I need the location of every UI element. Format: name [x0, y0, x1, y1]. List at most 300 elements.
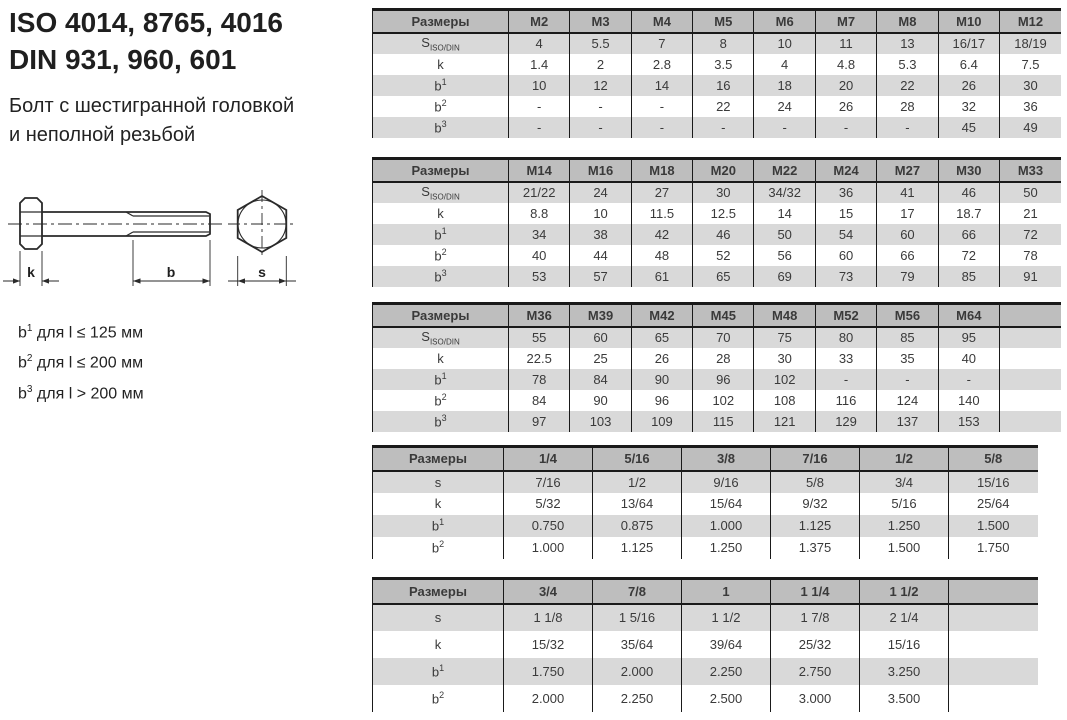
size-column-header: 3/8 [682, 447, 771, 471]
din-standards-line: DIN 931, 960, 601 [9, 44, 237, 75]
size-column-header: 7/16 [771, 447, 860, 471]
row-label: s [373, 471, 504, 493]
dimension-value-cell: 46 [693, 224, 754, 245]
row-label: $b^2$ [373, 685, 504, 712]
dimension-value-cell [999, 348, 1061, 369]
dimension-value-cell: 109 [631, 411, 692, 432]
dimension-value-cell: - [877, 117, 938, 138]
note-superscript: 2 [26, 353, 33, 365]
dimension-value-cell: 30 [754, 348, 815, 369]
dimension-value-cell: 69 [754, 266, 815, 287]
dimension-value-cell: 2.8 [631, 54, 692, 75]
dimension-value-cell: 11 [815, 33, 876, 54]
dimension-value-cell: 26 [938, 75, 999, 96]
row-label: $b^1$ [373, 658, 504, 685]
dimension-value-cell: 13 [877, 33, 938, 54]
dimension-value-cell: 26 [815, 96, 876, 117]
size-column-header: M20 [693, 159, 754, 182]
dimension-value-cell: 60 [815, 245, 876, 266]
dimension-value-cell: 44 [570, 245, 631, 266]
size-column-header: M27 [877, 159, 938, 182]
table-row [373, 685, 1038, 712]
dimension-value-cell [949, 631, 1038, 658]
header-row [373, 304, 1062, 327]
dimension-value-cell: 7.5 [999, 54, 1061, 75]
dimension-value-cell: 1.375 [771, 537, 860, 559]
dimension-value-cell: 2.000 [593, 658, 682, 685]
size-column-header: 7/8 [593, 579, 682, 604]
dimension-value-cell: 39/64 [682, 631, 771, 658]
dimension-value-cell: 46 [938, 182, 999, 203]
dimension-value-cell: 2.250 [682, 658, 771, 685]
size-column-header: M2 [508, 10, 569, 33]
dimension-value-cell: 4 [508, 33, 569, 54]
dimension-value-cell: 2.250 [593, 685, 682, 712]
table-imperial-small [372, 445, 1038, 559]
b-arrow-left [133, 278, 141, 283]
dimension-value-cell: - [815, 117, 876, 138]
table-row [373, 631, 1038, 658]
dimension-value-cell: 0.875 [593, 515, 682, 537]
size-column-header: M24 [815, 159, 876, 182]
dimension-value-cell: 56 [754, 245, 815, 266]
dimension-value-cell: - [754, 117, 815, 138]
dimension-value-cell: 60 [877, 224, 938, 245]
dimension-value-cell: 85 [877, 327, 938, 348]
dimension-value-cell: 50 [754, 224, 815, 245]
size-column-header: M45 [693, 304, 754, 327]
s-arrow-left [238, 278, 245, 283]
dimension-value-cell: 5/8 [771, 471, 860, 493]
spec-table [372, 302, 1061, 432]
dimension-value-cell: 73 [815, 266, 876, 287]
dimension-value-cell: 78 [508, 369, 569, 390]
dimension-value-cell: 18.7 [938, 203, 999, 224]
size-column-header: M14 [508, 159, 569, 182]
size-column-header: M3 [570, 10, 631, 33]
dimension-value-cell: 102 [693, 390, 754, 411]
dimension-value-cell: 4 [754, 54, 815, 75]
dimension-value-cell: 79 [877, 266, 938, 287]
dimension-value-cell: 121 [754, 411, 815, 432]
size-column-header: M52 [815, 304, 876, 327]
dimension-value-cell: 2 1/4 [860, 604, 949, 631]
dimension-value-cell: 137 [877, 411, 938, 432]
thread-length-notes [18, 316, 144, 407]
dimension-value-cell: 70 [693, 327, 754, 348]
dimension-value-cell: 38 [570, 224, 631, 245]
dimension-value-cell: - [631, 96, 692, 117]
dimension-value-cell: 7/16 [504, 471, 593, 493]
row-label: s [373, 604, 504, 631]
dimension-value-cell: 12.5 [693, 203, 754, 224]
k-dimension-label: k [27, 264, 35, 280]
dimension-value-cell [949, 685, 1038, 712]
table-row [373, 327, 1062, 348]
dimension-value-cell: 115 [693, 411, 754, 432]
table-row [373, 390, 1062, 411]
row-label: k [373, 493, 504, 515]
dimension-value-cell: 22 [693, 96, 754, 117]
note-text: для l > 200 мм [32, 384, 144, 402]
dimension-value-cell: 54 [815, 224, 876, 245]
dimension-value-cell: 18/19 [999, 33, 1061, 54]
bolt-technical-drawing [0, 183, 345, 318]
dimension-value-cell: 30 [999, 75, 1061, 96]
spec-table [372, 445, 1038, 559]
spec-table [372, 157, 1061, 287]
dimension-value-cell: 90 [570, 390, 631, 411]
dimension-value-cell: 15/16 [860, 631, 949, 658]
dimension-value-cell: 96 [631, 390, 692, 411]
dimension-value-cell: 0.750 [504, 515, 593, 537]
dimension-value-cell [999, 411, 1061, 432]
sizes-corner-header: Размеры [373, 579, 504, 604]
dimension-value-cell: 15 [815, 203, 876, 224]
dimension-value-cell: 1.500 [949, 515, 1038, 537]
dimension-value-cell: 11.5 [631, 203, 692, 224]
dimension-value-cell: 3/4 [860, 471, 949, 493]
dimension-value-cell: 10 [754, 33, 815, 54]
dimension-value-cell: 1 5/16 [593, 604, 682, 631]
dimension-value-cell: 1 1/8 [504, 604, 593, 631]
size-column-header: 1 [682, 579, 771, 604]
size-column-header: M36 [508, 304, 569, 327]
dimension-value-cell: 14 [754, 203, 815, 224]
dimension-value-cell: 3.5 [693, 54, 754, 75]
dimension-value-cell: 3.000 [771, 685, 860, 712]
dimension-value-cell: 80 [815, 327, 876, 348]
dimension-value-cell: 90 [631, 369, 692, 390]
size-column-header: 3/4 [504, 579, 593, 604]
note-superscript: 1 [26, 323, 33, 334]
dimension-value-cell: 9/32 [771, 493, 860, 515]
table-row [373, 182, 1062, 203]
dimension-value-cell: 53 [508, 266, 569, 287]
dimension-value-cell: 1.4 [508, 54, 569, 75]
table-row [373, 33, 1062, 54]
size-column-header: M56 [877, 304, 938, 327]
spec-table [372, 577, 1038, 712]
product-description [9, 92, 294, 150]
table-row [373, 658, 1038, 685]
dimension-value-cell [999, 327, 1061, 348]
size-column-header: M5 [693, 10, 754, 33]
dimension-value-cell: 36 [815, 182, 876, 203]
dimension-value-cell: 7 [631, 33, 692, 54]
dimension-value-cell: 35 [877, 348, 938, 369]
dimension-value-cell: 30 [693, 182, 754, 203]
table-row [373, 266, 1062, 287]
dimension-value-cell: 1.000 [682, 515, 771, 537]
dimension-value-cell: 2 [570, 54, 631, 75]
size-column-header: M12 [999, 10, 1061, 33]
dimension-value-cell: 140 [938, 390, 999, 411]
dimension-value-cell: 15/16 [949, 471, 1038, 493]
table-row [373, 411, 1062, 432]
dimension-value-cell: 61 [631, 266, 692, 287]
row-label: $b^1$ [373, 515, 504, 537]
size-column-header [949, 579, 1038, 604]
size-column-header: M16 [570, 159, 631, 182]
dimension-value-cell: 3.500 [860, 685, 949, 712]
dimension-value-cell: 72 [999, 224, 1061, 245]
dimension-value-cell: 95 [938, 327, 999, 348]
note-b1 [18, 316, 144, 346]
dimension-value-cell: - [570, 96, 631, 117]
table-row [373, 604, 1038, 631]
dimension-value-cell: 1.750 [949, 537, 1038, 559]
bolt-head-outline [20, 198, 42, 249]
dimension-value-cell: 25/64 [949, 493, 1038, 515]
dimension-value-cell: 16/17 [938, 33, 999, 54]
dimension-value-cell: 24 [570, 182, 631, 203]
row-label: k [373, 54, 509, 75]
dimension-value-cell: 108 [754, 390, 815, 411]
table-row [373, 203, 1062, 224]
table-row [373, 224, 1062, 245]
dimension-value-cell: 1 7/8 [771, 604, 860, 631]
size-column-header: M39 [570, 304, 631, 327]
size-column-header: M18 [631, 159, 692, 182]
end-view-crosshair [228, 190, 296, 258]
dimension-value-cell: 5.3 [877, 54, 938, 75]
row-label: $b^2$ [373, 96, 509, 117]
size-column-header: M22 [754, 159, 815, 182]
table-row [373, 348, 1062, 369]
row-label: $b^3$ [373, 411, 509, 432]
note-symbol: b [18, 384, 27, 402]
dimension-value-cell: - [938, 369, 999, 390]
dimension-value-cell: 16 [693, 75, 754, 96]
dimension-value-cell: - [570, 117, 631, 138]
size-column-header: 1/4 [504, 447, 593, 471]
size-column-header: M64 [938, 304, 999, 327]
dimension-value-cell: 116 [815, 390, 876, 411]
dimension-value-cell: 2.000 [504, 685, 593, 712]
table-row [373, 54, 1062, 75]
dimension-value-cell: 17 [877, 203, 938, 224]
dimension-value-cell: 25/32 [771, 631, 860, 658]
dimension-value-cell: 1.125 [593, 537, 682, 559]
header-row [373, 159, 1062, 182]
dimension-value-cell: 12 [570, 75, 631, 96]
dimension-value-cell: 13/64 [593, 493, 682, 515]
dimension-value-cell: 55 [508, 327, 569, 348]
dimension-value-cell: 124 [877, 390, 938, 411]
dimension-value-cell: 49 [999, 117, 1061, 138]
dimension-value-cell [949, 658, 1038, 685]
dimension-value-cell [999, 369, 1061, 390]
dimension-value-cell: 21/22 [508, 182, 569, 203]
dimension-value-cell: 45 [938, 117, 999, 138]
note-b2 [18, 346, 144, 376]
dimension-value-cell: 40 [508, 245, 569, 266]
dimension-value-cell: 1.250 [682, 537, 771, 559]
size-column-header: M4 [631, 10, 692, 33]
dimension-value-cell: 1.125 [771, 515, 860, 537]
size-column-header: M7 [815, 10, 876, 33]
table-imperial-large [372, 577, 1038, 712]
header-row [373, 447, 1038, 471]
dimension-value-cell: 26 [631, 348, 692, 369]
dimension-value-cell: 40 [938, 348, 999, 369]
standards-title [9, 4, 283, 78]
dimension-value-cell: 22 [877, 75, 938, 96]
dimension-value-cell: 66 [938, 224, 999, 245]
size-column-header: 5/8 [949, 447, 1038, 471]
dimension-value-cell: 153 [938, 411, 999, 432]
dimension-value-cell: 96 [693, 369, 754, 390]
row-label: $b^1$ [373, 224, 509, 245]
dimension-value-cell: 28 [693, 348, 754, 369]
dimension-value-cell: 22.5 [508, 348, 569, 369]
dimension-value-cell: 57 [570, 266, 631, 287]
dimension-value-cell: 9/16 [682, 471, 771, 493]
table-row [373, 515, 1038, 537]
size-column-header: M10 [938, 10, 999, 33]
dimension-value-cell: 91 [999, 266, 1061, 287]
dimension-value-cell: - [693, 117, 754, 138]
size-column-header: M48 [754, 304, 815, 327]
dimension-value-cell: 1/2 [593, 471, 682, 493]
dimension-value-cell: 8 [693, 33, 754, 54]
dimension-value-cell: 18 [754, 75, 815, 96]
dimension-value-cell: 25 [570, 348, 631, 369]
dimension-value-cell: - [508, 117, 569, 138]
k-arrow-left [13, 278, 20, 283]
note-symbol: b [18, 324, 27, 342]
size-column-header: 1 1/2 [860, 579, 949, 604]
header-row [373, 579, 1038, 604]
dimension-value-cell: 102 [754, 369, 815, 390]
dimension-value-cell: 21 [999, 203, 1061, 224]
row-label: k [373, 631, 504, 658]
row-label: $S_{ISO/DIN}$ [373, 33, 509, 54]
iso-standards-line: ISO 4014, 8765, 4016 [9, 7, 283, 38]
size-column-header: M6 [754, 10, 815, 33]
dimension-value-cell: 48 [631, 245, 692, 266]
dimension-value-cell: 35/64 [593, 631, 682, 658]
dimension-value-cell: 24 [754, 96, 815, 117]
row-label: $b^1$ [373, 75, 509, 96]
dimension-value-cell: 42 [631, 224, 692, 245]
dimension-value-cell: 5/32 [504, 493, 593, 515]
note-b3 [18, 377, 144, 407]
row-label: $b^1$ [373, 369, 509, 390]
table-row [373, 245, 1062, 266]
k-arrow-right [42, 278, 49, 283]
dimension-value-cell: 78 [999, 245, 1061, 266]
dimension-value-cell: 85 [938, 266, 999, 287]
note-text: для l ≤ 200 мм [32, 354, 144, 372]
dimension-value-cell: 6.4 [938, 54, 999, 75]
dimension-value-cell: - [815, 369, 876, 390]
dimension-value-cell [949, 604, 1038, 631]
dimension-value-cell: 65 [631, 327, 692, 348]
dimension-value-cell: 14 [631, 75, 692, 96]
dimension-value-cell: - [508, 96, 569, 117]
dimension-value-cell: 20 [815, 75, 876, 96]
s-arrow-right [279, 278, 286, 283]
table-metric-m36-m64 [372, 302, 1061, 432]
size-column-header: 5/16 [593, 447, 682, 471]
size-column-header: 1 1/4 [771, 579, 860, 604]
row-label: $b^3$ [373, 117, 509, 138]
size-column-header: M33 [999, 159, 1061, 182]
dimension-value-cell: 52 [693, 245, 754, 266]
row-label: $b^3$ [373, 266, 509, 287]
dimension-value-cell: 41 [877, 182, 938, 203]
dimension-value-cell: 15/64 [682, 493, 771, 515]
table-row [373, 471, 1038, 493]
dimension-value-cell: 75 [754, 327, 815, 348]
dimension-value-cell: 3.250 [860, 658, 949, 685]
size-column-header: M42 [631, 304, 692, 327]
dimension-value-cell: 33 [815, 348, 876, 369]
dimension-value-cell: 28 [877, 96, 938, 117]
sizes-corner-header: Размеры [373, 10, 509, 33]
dimension-value-cell: 1.750 [504, 658, 593, 685]
row-label: $S_{ISO/DIN}$ [373, 182, 509, 203]
sizes-corner-header: Размеры [373, 159, 509, 182]
dimension-value-cell: 4.8 [815, 54, 876, 75]
dimension-value-cell: 66 [877, 245, 938, 266]
dimension-value-cell: 60 [570, 327, 631, 348]
dimension-value-cell: - [631, 117, 692, 138]
dimension-value-cell: 65 [693, 266, 754, 287]
row-label: $b^2$ [373, 537, 504, 559]
dimension-value-cell: 1.000 [504, 537, 593, 559]
dimension-value-cell: 2.500 [682, 685, 771, 712]
header-row [373, 10, 1062, 33]
dimension-value-cell: 34/32 [754, 182, 815, 203]
spec-table [372, 8, 1061, 138]
dimension-value-cell: 10 [508, 75, 569, 96]
dimension-value-cell: 84 [508, 390, 569, 411]
s-dimension-label: s [258, 264, 266, 280]
dimension-value-cell: 34 [508, 224, 569, 245]
table-row [373, 96, 1062, 117]
dimension-value-cell: 27 [631, 182, 692, 203]
size-column-header [999, 304, 1061, 327]
dimension-value-cell: 72 [938, 245, 999, 266]
table-metric-m14-m33 [372, 157, 1061, 287]
dimension-value-cell: 50 [999, 182, 1061, 203]
dimension-value-cell: 36 [999, 96, 1061, 117]
row-label: $b^2$ [373, 390, 509, 411]
note-symbol: b [18, 354, 27, 372]
table-row [373, 75, 1062, 96]
b-dimension-label: b [166, 264, 176, 280]
dimension-value-cell: 8.8 [508, 203, 569, 224]
size-column-header: M30 [938, 159, 999, 182]
dimension-value-cell: 1 1/2 [682, 604, 771, 631]
row-label: $b^2$ [373, 245, 509, 266]
size-column-header: M8 [877, 10, 938, 33]
size-column-header: 1/2 [860, 447, 949, 471]
row-label: $S_{ISO/DIN}$ [373, 327, 509, 348]
dimension-value-cell: 1.250 [860, 515, 949, 537]
sizes-corner-header: Размеры [373, 447, 504, 471]
dimension-value-cell: 5/16 [860, 493, 949, 515]
row-label: k [373, 348, 509, 369]
table-row [373, 493, 1038, 515]
note-superscript: 3 [26, 383, 33, 395]
dimension-value-cell: 15/32 [504, 631, 593, 658]
dimension-value-cell [999, 390, 1061, 411]
row-label: k [373, 203, 509, 224]
